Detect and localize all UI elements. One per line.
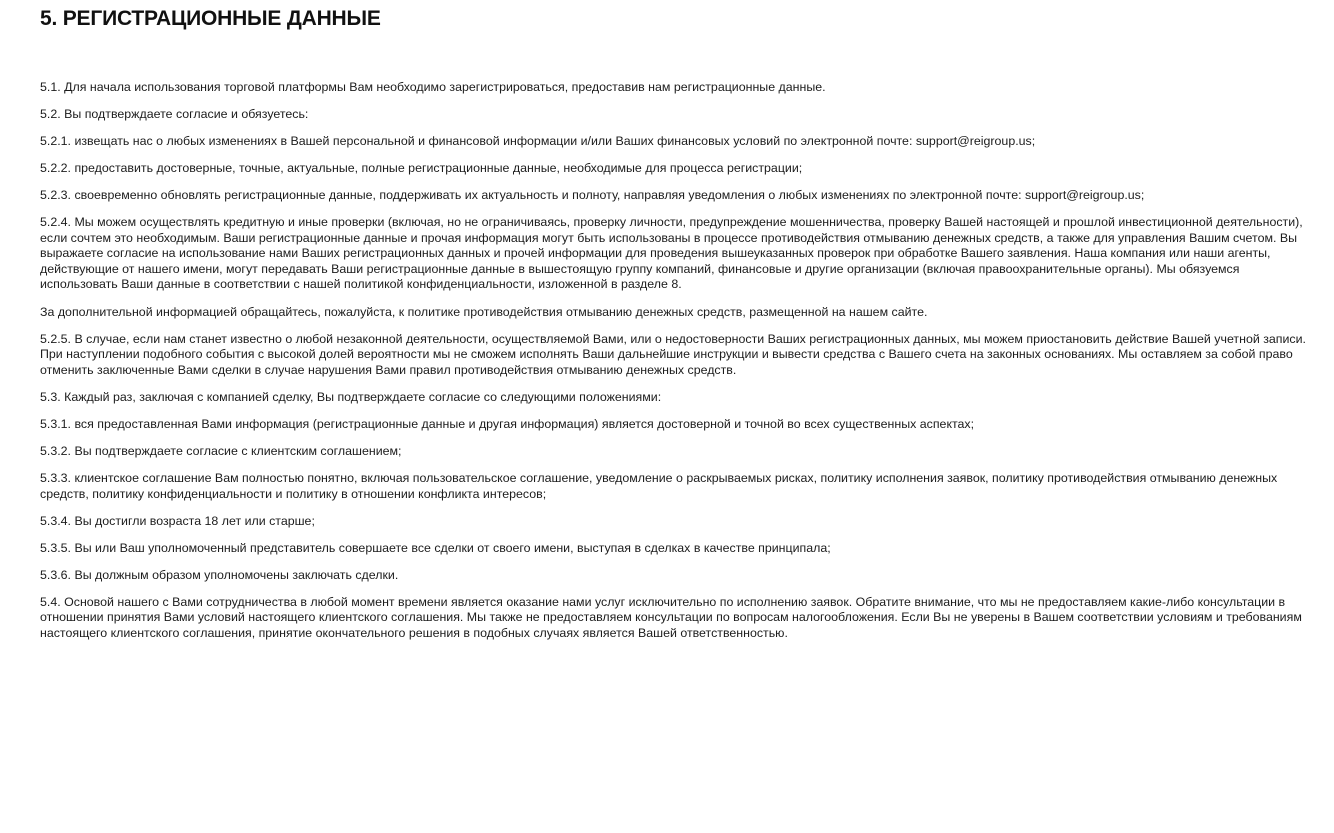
paragraph-5-3-5: 5.3.5. Вы или Ваш уполномоченный представитель совершаете все сделки от своего имени, выступая в сделках в качестве принципала;: [40, 540, 831, 555]
paragraph-5-3-4: 5.3.4. Вы достигли возраста 18 лет или старше;: [40, 513, 315, 528]
paragraph-5-3-3: 5.3.3. клиентское соглашение Вам полностью понятно, включая пользовательское соглашение, уведомление о раскрываемых рисках, политику исполнения заявок, политику противодействия отмыванию денежных средств, политику конфиденциальности и политику в отношении конфликта интересов;: [40, 471, 1278, 501]
paragraph-5-2-1: 5.2.1. извещать нас о любых изменениях в Вашей персональной и финансовой информации и/или Ваших финансовых условий по электронной почте: support@reigroup.us;: [40, 134, 1036, 149]
paragraph-5-2-3: 5.2.3. своевременно обновлять регистрационные данные, поддерживать их актуальность и полноту, направляя уведомления о любых изменениях по электронной почте: support@reigroup.us;: [40, 188, 1145, 203]
paragraph-aml-note: За дополнительной информацией обращайтесь, пожалуйста, к политике противодействия отмыванию денежных средств, размещенной на нашем сайте.: [40, 304, 928, 319]
paragraph-5-2-5: 5.2.5. В случае, если нам станет известно о любой незаконной деятельности, осуществляемой Вами, или о недостоверности Ваших регистрационных данных, мы можем приостановить действие Вашей учетной записи. При наступлении подобного события с высокой долей вероятности мы не сможем исполнять Ваши дальнейшие инструкции и вывести средства с Вашего счета на законных основаниях. Мы оставляем за собой право отменить заключенные Вами сделки в случае нарушения Вами правил противодействия отмыванию денежных средств.: [40, 331, 1306, 377]
section-title: 5. РЕГИСТРАЦИОННЫЕ ДАННЫЕ: [40, 7, 381, 30]
paragraph-5-2-2: 5.2.2. предоставить достоверные, точные, актуальные, полные регистрационные данные, необходимые для процесса регистрации;: [40, 161, 803, 176]
paragraph-5-2: 5.2. Вы подтверждаете согласие и обязуетесь:: [40, 107, 309, 122]
paragraph-5-3-6: 5.3.6. Вы должным образом уполномочены заключать сделки.: [40, 567, 399, 582]
paragraph-5-3-2: 5.3.2. Вы подтверждаете согласие с клиентским соглашением;: [40, 443, 402, 458]
section-body: [40, 80, 1310, 641]
paragraph-5-4: 5.4. Основой нашего с Вами сотрудничества в любой момент времени является оказание нами услуг исключительно по исполнению заявок. Обратите внимание, что мы не предоставляем какие-либо консультации в отношении принятия Вами условий настоящего клиентского соглашения. Мы также не предоставляем консультации по вопросам налогообложения. Если Вы не уверены в Вашем соответствии условиям и требованиям настоящего клиентского соглашения, принятие окончательного решения в подобных случаях является Вашей ответственностью.: [40, 594, 1302, 640]
paragraph-5-1: 5.1. Для начала использования торговой платформы Вам необходимо зарегистрироваться, предоставив нам регистрационные данные.: [40, 80, 826, 94]
paragraph-5-3-1: 5.3.1. вся предоставленная Вами информация (регистрационные данные и другая информация) является достоверной и точной во всех существенных аспектах;: [40, 416, 975, 431]
paragraph-5-2-4: 5.2.4. Мы можем осуществлять кредитную и иные проверки (включая, но не ограничиваясь, проверку личности, предупреждение мошенничества, проверку Вашей настоящей и прошлой инвестиционной деятельности), если сочтем это необходимым. Ваши регистрационные данные и прочая информация могут быть использованы в процессе противодействия отмыванию денежных средств, а также для управления Вашим счетом. Вы выражаете согласие на использование нами Ваших регистрационных данных и прочей информации для проведения вышеуказанных проверок при обработке Вашего заявления. Наша компания или наши агенты, действующие от нашего имени, могут передавать Ваши регистрационные данные в вышестоящую группу компаний, финансовые и другие организации (включая правоохранительные органы). Мы обязуемся использовать Ваши данные в соответствии с нашей политикой конфиденциальности, изложенной в разделе 8.: [40, 215, 1303, 292]
paragraph-5-3: 5.3. Каждый раз, заключая с компанией сделку, Вы подтверждаете согласие со следующими положениями:: [40, 389, 662, 404]
